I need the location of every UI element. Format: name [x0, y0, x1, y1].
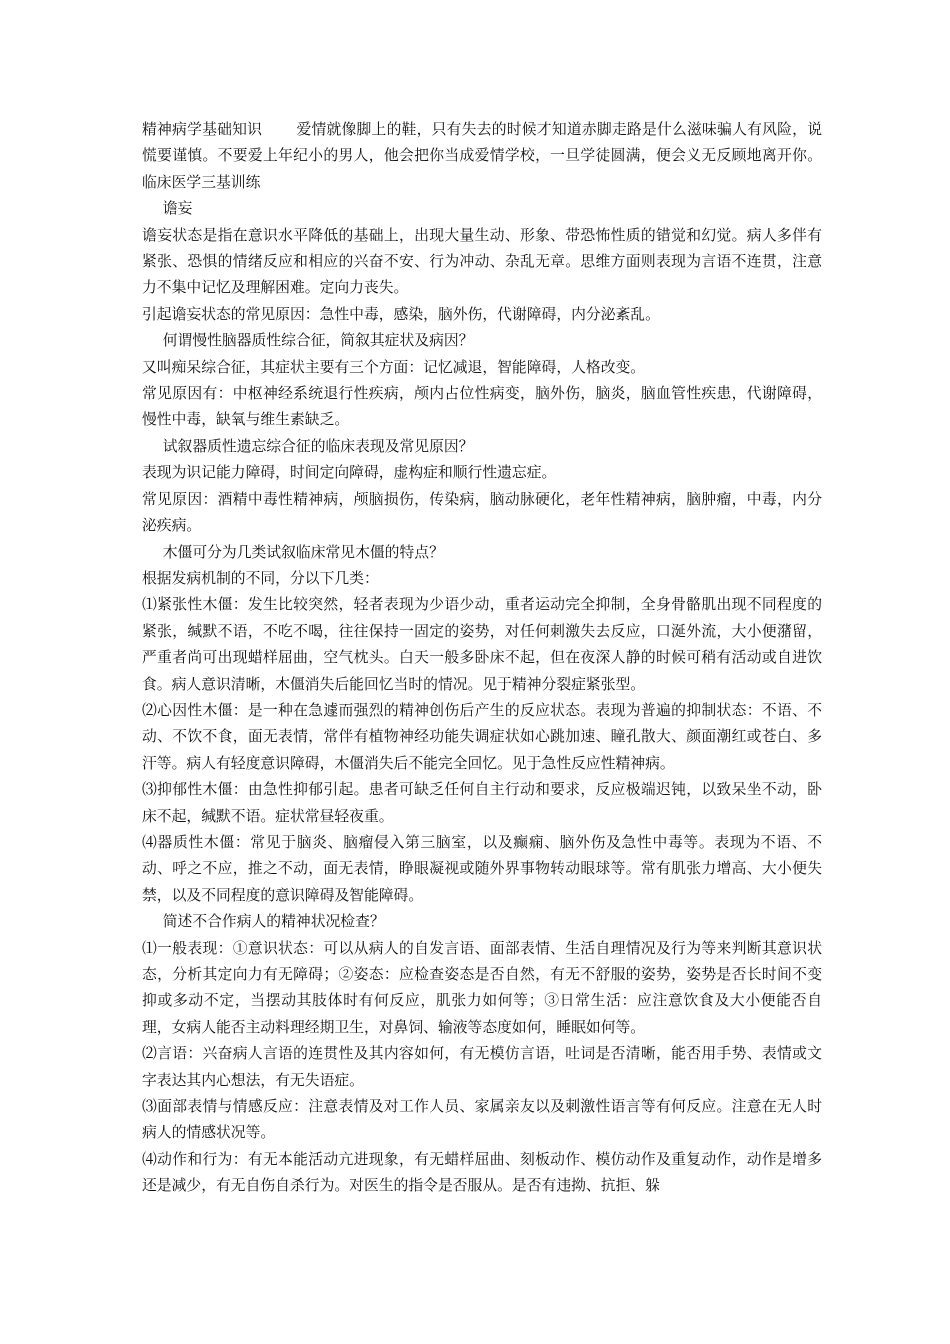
paragraph: 常见原因有：中枢神经系统退行性疾病，颅内占位性病变，脑外伤，脑炎，脑血管性疾患，代谢障碍，慢性中毒，缺氧与维生素缺乏。: [142, 385, 822, 429]
paragraph: ⑵心因性木僵：是一种在急遽而强烈的精神创伤后产生的反应状态。表现为普遍的抑制状态：不语、不动、不饮不食，面无表情，常伴有植物神经功能失调症状如心跳加速、瞳孔散大、颜面潮红或苍白、多汗等。病人有轻度意识障碍，木僵消失后不能完全回忆。见于急性反应性精神病。: [142, 701, 822, 772]
paragraph: ⑴紧张性木僵：发生比较突然，轻者表现为少语少动，重者运动完全抑制，全身骨骼肌出现不同程度的紧张，缄默不语，不吃不喝，往往保持一固定的姿势，对任何刺激失去反应，口涎外流，大小便潴留，严重者尚可出现蜡样屈曲，空气枕头。白天一般多卧床不起，但在夜深人静的时候可稍有活动或自进饮食。病人意识清晰，木僵消失后能回忆当时的情况。见于精神分裂症紧张型。: [142, 596, 822, 693]
paragraph: ⑷动作和行为：有无本能活动亢进现象，有无蜡样屈曲、刻板动作、模仿动作及重复动作，动作是增多还是减少，有无自伤自杀行为。对医生的指令是否服从。是否有违拗、抗拒、躲: [142, 1150, 822, 1195]
paragraph: 谵妄状态是指在意识水平降低的基础上，出现大量生动、形象、带恐怖性质的错觉和幻觉。病人多伴有紧张、恐惧的情绪反应和相应的兴奋不安、行为冲动、杂乱无章。思维方面则表现为言语不连贯，注意力不集中记忆及理解困难。定向力丧失。: [142, 226, 822, 297]
paragraph: 表现为识记能力障碍，时间定向障碍，虚构症和顺行性遗忘症。: [142, 464, 557, 482]
paragraph: ⑵言语：兴奋病人言语的连贯性及其内容如何，有无模仿言语，吐词是否清晰，能否用手势、表情或文字表达其内心想法，有无失语症。: [142, 1045, 822, 1089]
paragraph: ⑶面部表情与情感反应：注意表情及对工作人员、家属亲友以及刺激性语言等有何反应。注意在无人时病人的情感状况等。: [142, 1098, 822, 1142]
paragraph: 根据发病机制的不同，分以下几类：: [142, 569, 379, 587]
document-intro: [142, 117, 822, 196]
paragraph: ⑴一般表现：①意识状态：可以从病人的自发言语、面部表情、生活自理情况及行为等来判断其意识状态，分析其定向力有无障碍；②姿态：应检查姿态是否自然，有无不舒服的姿势，姿势是否长时间不变抑或多动不定，当摆动其肢体时有何反应，肌张力如何等；③日常生活：应注意饮食及大小便能否自理，女病人能否主动料理经期卫生，对鼻饲、输液等态度如何，睡眠如何等。: [142, 939, 822, 1036]
paragraph: 引起谵妄状态的常见原因：急性中毒，感染，脑外伤，代谢障碍，内分泌紊乱。: [142, 305, 660, 323]
section-heading: 谵妄: [162, 200, 193, 218]
document-page: [142, 117, 822, 1200]
section-heading: 简述不合作病人的精神状况检查？: [162, 913, 385, 931]
paragraph: ⑷器质性木僵：常见于脑炎、脑瘤侵入第三脑室，以及癫痫、脑外伤及急性中毒等。表现为不语、不动、呼之不应，推之不动，面无表情，睁眼凝视或随外界事物转动眼球等。常有肌张力增高、大小便失禁，以及不同程度的意识障碍及智能障碍。: [142, 833, 822, 904]
intro-text: 爱情就像脚上的鞋，只有失去的时候才知道赤脚走路是什么滋味骗人有风险，说慌要谨慎。不要爱上年纪小的男人，他会把你当成爱情学校，一旦学徒圆满，便会义无反顾地离开你。临床医学三基训练: [142, 121, 822, 191]
section-heading: 何谓慢性脑器质性综合征，简叙其症状及病因？: [162, 332, 474, 350]
document-title: 精神病学基础知识: [142, 121, 263, 138]
paragraph: ⑶抑郁性木僵：由急性抑郁引起。患者可缺乏任何自主行动和要求，反应极端迟钝，以致呆坐不动，卧床不起，缄默不语。症状常昼轻夜重。: [142, 781, 822, 825]
section-heading: 木僵可分为几类试叙临床常见木僵的特点？: [162, 543, 444, 561]
paragraph: 常见原因：酒精中毒性精神病，颅脑损伤，传染病，脑动脉硬化，老年性精神病，脑肿瘤，中毒，内分泌疾病。: [142, 490, 822, 535]
section-heading: 试叙器质性遗忘综合征的临床表现及常见原因？: [162, 437, 474, 455]
paragraph: 又叫痴呆综合征，其症状主要有三个方面：记忆减退，智能障碍，人格改变。: [142, 358, 646, 376]
